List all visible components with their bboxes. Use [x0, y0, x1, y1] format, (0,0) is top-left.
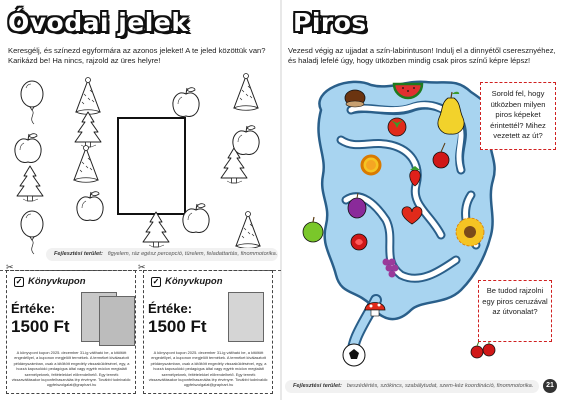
- apple-icon: [233, 126, 259, 155]
- coupon-header: [11, 275, 86, 289]
- question-box-draw-path: Be tudod rajzolni egy piros ceruzával az útvonalat?: [478, 280, 552, 342]
- skills-label: Fejlesztési terület:: [293, 383, 342, 389]
- left-page-instructions: Keresgélj, és színezd egyformára az azonos jeleket! A te jeled közöttük van? Karikázd be! Ha nincs, rajzold az üres helyre!: [8, 46, 266, 65]
- cap-icon: [234, 74, 258, 111]
- skills-label: Fejlesztési terület:: [54, 251, 103, 257]
- chestnut-icon: [345, 90, 365, 107]
- symbol-grid: [0, 0, 281, 262]
- skills-bar: [285, 380, 539, 393]
- apple-icon: [173, 88, 199, 117]
- page-number: 21: [543, 379, 557, 393]
- coupon-terms: A könyvpont kupon 2025. december 31-ig váltható be, a kitöltött engedéllyel, a kuponon megjelölt termékek. A terméket kiválasztott példányszámban, csak a kitöltött engedély visszaküldésével, egy, a hozzá kapcsolódó pedagógus által vagy egyéb módon megtalált személyeknek, feltételekkel előrendelhető. Egy termék visszaváltásakor kuponfelhasználás lép érvényre. További tudnivalók: ugyfelszolgalat@graphart.hu: [148, 350, 269, 388]
- cap-icon: [236, 212, 260, 249]
- right-page: [281, 0, 562, 400]
- right-page-instructions: Vezesd végig az ujjadat a szín-labirintuson! Indulj el a dinnyétől cseresznyéhez, és haladj lefelé úgy, hogy ütközben mindig csak piros színű képre lépsz!: [288, 46, 556, 65]
- coupon-value: 1500 Ft: [148, 317, 207, 336]
- tree-icon: [143, 212, 169, 247]
- book-coupon[interactable]: [143, 270, 273, 394]
- right-page-title: Piros: [293, 8, 367, 37]
- cap-icon: [76, 78, 100, 115]
- rose-icon: [351, 234, 367, 250]
- cap-icon: [74, 146, 98, 183]
- coupon-logo-icon: ✓: [15, 277, 23, 286]
- empty-drawing-square[interactable]: [118, 118, 185, 214]
- coupon-terms: A könyvpont kupon 2025. december 31-ig váltható be, a kitöltött engedéllyel, a kuponon megjelölt termékek. A terméket kiválasztott példányszámban, csak a kitöltött engedély visszaküldésével, egy, a hozzá kapcsolódó pedagógus által vagy egyéb módon megtalált személyeknek, feltételekkel előrendelhető. Egy termék visszaváltásakor kuponfelhasználás lép érvényre. További tudnivalók: ugyfelszolgalat@graphart.hu: [11, 350, 132, 388]
- apple-icon: [15, 134, 41, 163]
- book-cover-image: [228, 292, 264, 342]
- book-coupon[interactable]: [6, 270, 136, 394]
- skills-bar: [46, 248, 278, 261]
- coupon-value-label: Értéke:: [148, 301, 193, 316]
- scissors-icon: ✂: [6, 262, 14, 272]
- tree-icon: [75, 112, 101, 147]
- coupon-brand: Könyvkupon: [165, 276, 223, 287]
- apple-icon: [183, 204, 209, 233]
- question-box-list-red-items: Sorold fel, hogy ütközben milyen piros képeket érintettél? Mihez vezetett az út?: [480, 82, 556, 150]
- balloon-icon: [21, 211, 43, 254]
- green-apple-icon: [303, 217, 323, 242]
- scissors-icon: ✂: [138, 262, 146, 272]
- football-icon: [343, 344, 365, 366]
- sun-icon: [362, 156, 380, 174]
- apple-icon: [77, 192, 103, 221]
- skills-text: figyelem, ráz egész percepció, türelem, feladattartás, finommotorika.: [107, 251, 278, 257]
- skills-text: beszédértés, szókincs, szabálytudat, szem-kéz koordináció, finommotorika.: [346, 383, 534, 389]
- left-page-title: Óvodai jelek: [8, 8, 189, 37]
- coupon-brand: Könyvkupon: [28, 276, 86, 287]
- balloon-icon: [21, 81, 43, 124]
- sunflower-icon: [456, 218, 484, 246]
- coupon-value: 1500 Ft: [11, 317, 70, 336]
- coupon-logo-icon: ✓: [152, 277, 160, 286]
- tree-icon: [17, 166, 43, 201]
- book-cover-image: [99, 296, 135, 346]
- coupon-header: [148, 275, 223, 289]
- tomato-icon: [388, 118, 406, 136]
- coupon-value-label: Értéke:: [11, 301, 56, 316]
